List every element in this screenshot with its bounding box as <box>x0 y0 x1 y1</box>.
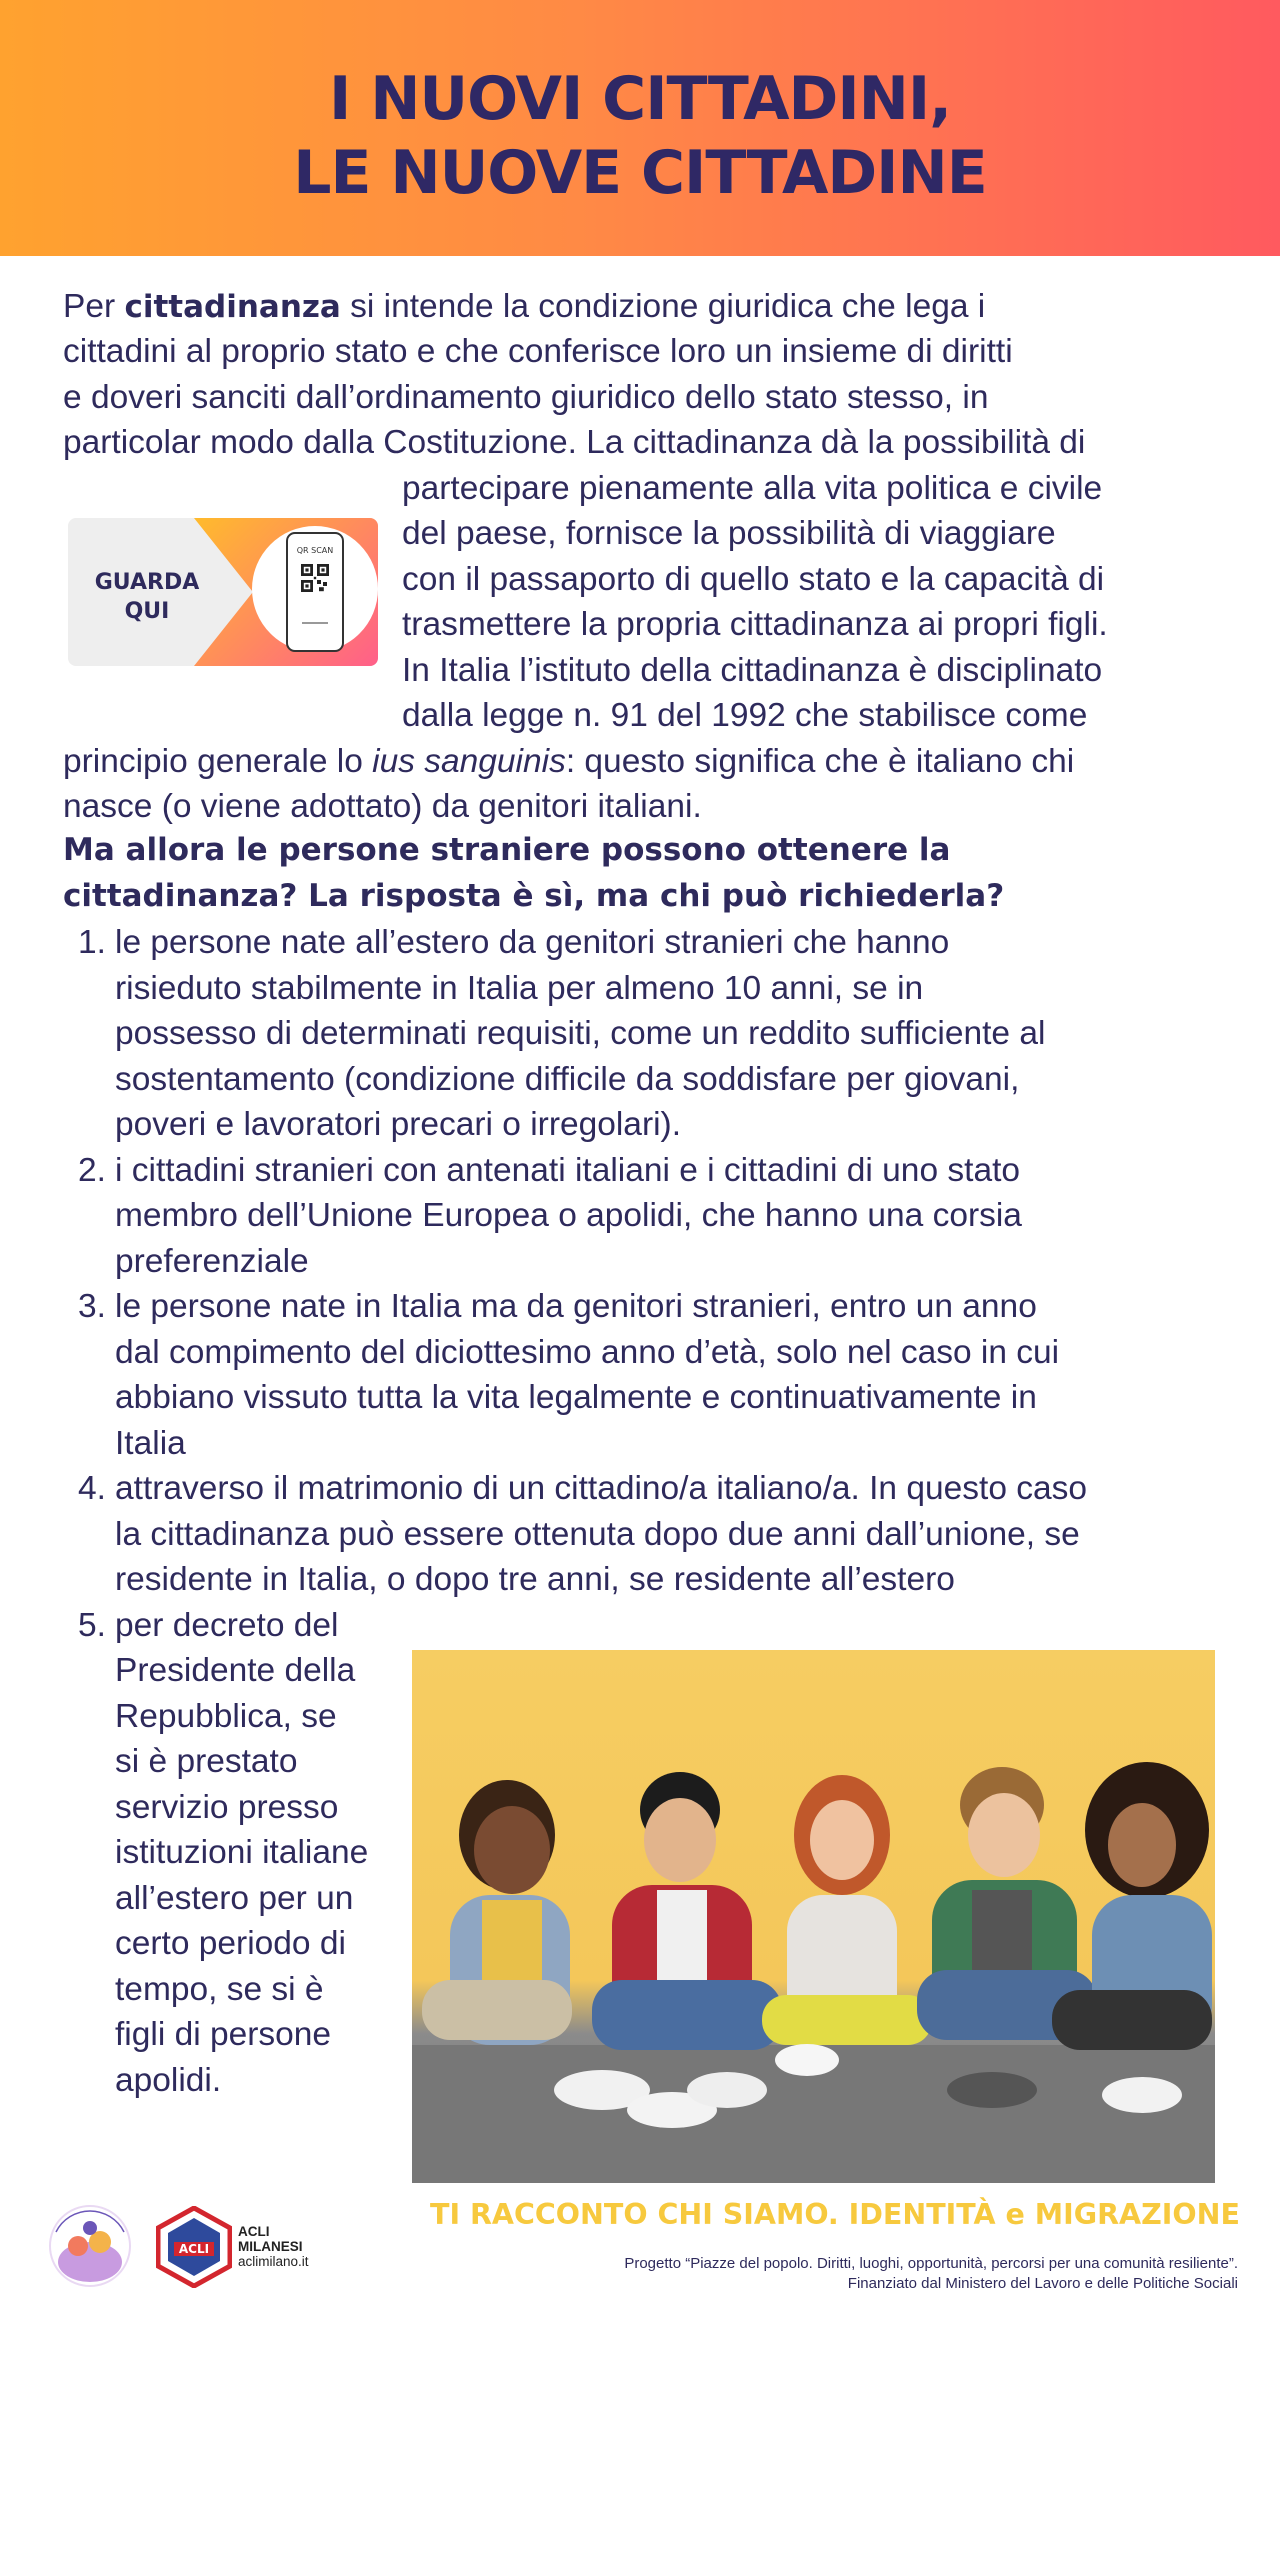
qr-scan-caption: QR SCAN <box>296 546 334 555</box>
phone-status-line <box>302 622 328 624</box>
intro-line-1: Per cittadinanza si intende la condizione giuridica che lega i <box>63 288 986 325</box>
title-line-2: LE NUOVE CITTADINE <box>293 138 987 208</box>
list-item: 4. attraverso il matrimonio di un cittadino/a italiano/a. In questo caso la cittadinanza può essere ottenuta dopo due anni dall’unione, se residente in Italia, o dopo tre anni, se residente all’estero <box>78 1470 1088 1598</box>
qr-code-callout[interactable] <box>68 518 378 666</box>
term-cittadinanza: cittadinanza <box>124 289 341 325</box>
list-item: 2. i cittadini stranieri con antenati italiani e i cittadini di uno stato membro dell’Unione Europea o apolidi, che hanno una corsia preferenziale <box>78 1151 1022 1280</box>
intro-line-2: cittadini al proprio stato e che conferisce loro un insieme di diritti <box>63 333 1013 370</box>
intro-line-11: principio generale lo ius sanguinis: questo significa che è italiano chi <box>63 743 1075 780</box>
term-ius-sanguinis: ius sanguinis <box>372 743 566 780</box>
intro-line-12: nasce (o viene adottato) da genitori italiani. <box>63 788 702 825</box>
intro-line-5: partecipare pienamente alla vita politica e civile <box>402 470 1103 507</box>
question-heading: Ma allora le persone straniere possono ottenere la cittadinanza? La risposta è sì, ma chi può richiederla? <box>63 832 1005 914</box>
group-photo <box>412 1650 1215 2183</box>
acli-badge-text: ACLI <box>178 2242 210 2256</box>
list-item: 1. le persone nate all’estero da genitori stranieri che hanno risieduto stabilmente in Italia per almeno 10 anni, se in possesso di determinati requisiti, come un reddito sufficiente al sostentamento (condizione difficile da soddisfare per giovani, poveri e lavoratori precari o irregolari). <box>78 924 1046 1143</box>
qr-code-phone-icon <box>286 532 344 652</box>
list-item: 3. le persone nate in Italia ma da genitori stranieri, entro un anno dal compimento del diciottesimo anno d’età, solo nel caso in cui abbiano vissuto tutta la vita legalmente e continuativamente in Italia <box>78 1288 1060 1462</box>
intro-line-8: trasmettere la propria cittadinanza ai propri figli. <box>402 606 1108 643</box>
intro-line-9: In Italia l’istituto della cittadinanza è disciplinato <box>402 652 1103 689</box>
ti-racconto-logo <box>42 2198 138 2294</box>
page-title <box>0 62 1280 210</box>
acli-milanesi-text: ACLI MILANESI aclimilano.it <box>238 2224 309 2269</box>
project-tagline: TI RACCONTO CHI SIAMO. IDENTITÀ e MIGRAZIONE <box>430 2198 1240 2231</box>
title-line-1: I NUOVI CITTADINI, <box>328 64 952 134</box>
intro-line-10: dalla legge n. 91 del 1992 che stabilisce come <box>402 697 1088 734</box>
qr-code-icon <box>301 564 329 592</box>
acli-logo-icon <box>156 2206 232 2288</box>
intro-line-4: particolar modo dalla Costituzione. La cittadinanza dà la possibilità di <box>63 424 1086 461</box>
intro-line-7: con il passaporto di quello stato e la capacità di <box>402 561 1105 598</box>
header-banner <box>0 0 1280 256</box>
group-photo-illustration <box>412 1650 1215 2183</box>
project-credits: Progetto “Piazze del popolo. Diritti, luoghi, opportunità, percorsi per una comunità resiliente”. Finanziato dal Ministero del Lavoro e delle Politiche Sociali <box>624 2255 1238 2292</box>
intro-line-6: del paese, fornisce la possibilità di viaggiare <box>402 515 1056 552</box>
guarda-qui-label: GUARDA QUI <box>94 570 200 624</box>
intro-line-3: e doveri sanciti dall’ordinamento giuridico dello stato stesso, in <box>63 379 989 416</box>
acli-website-link[interactable]: aclimilano.it <box>238 2254 309 2269</box>
list-item: 5. per decreto del Presidente della Repubblica, se si è prestato servizio presso istituzioni italiane all’estero per un certo periodo di tempo, se si è figli di persone apolidi. <box>78 1606 369 2099</box>
